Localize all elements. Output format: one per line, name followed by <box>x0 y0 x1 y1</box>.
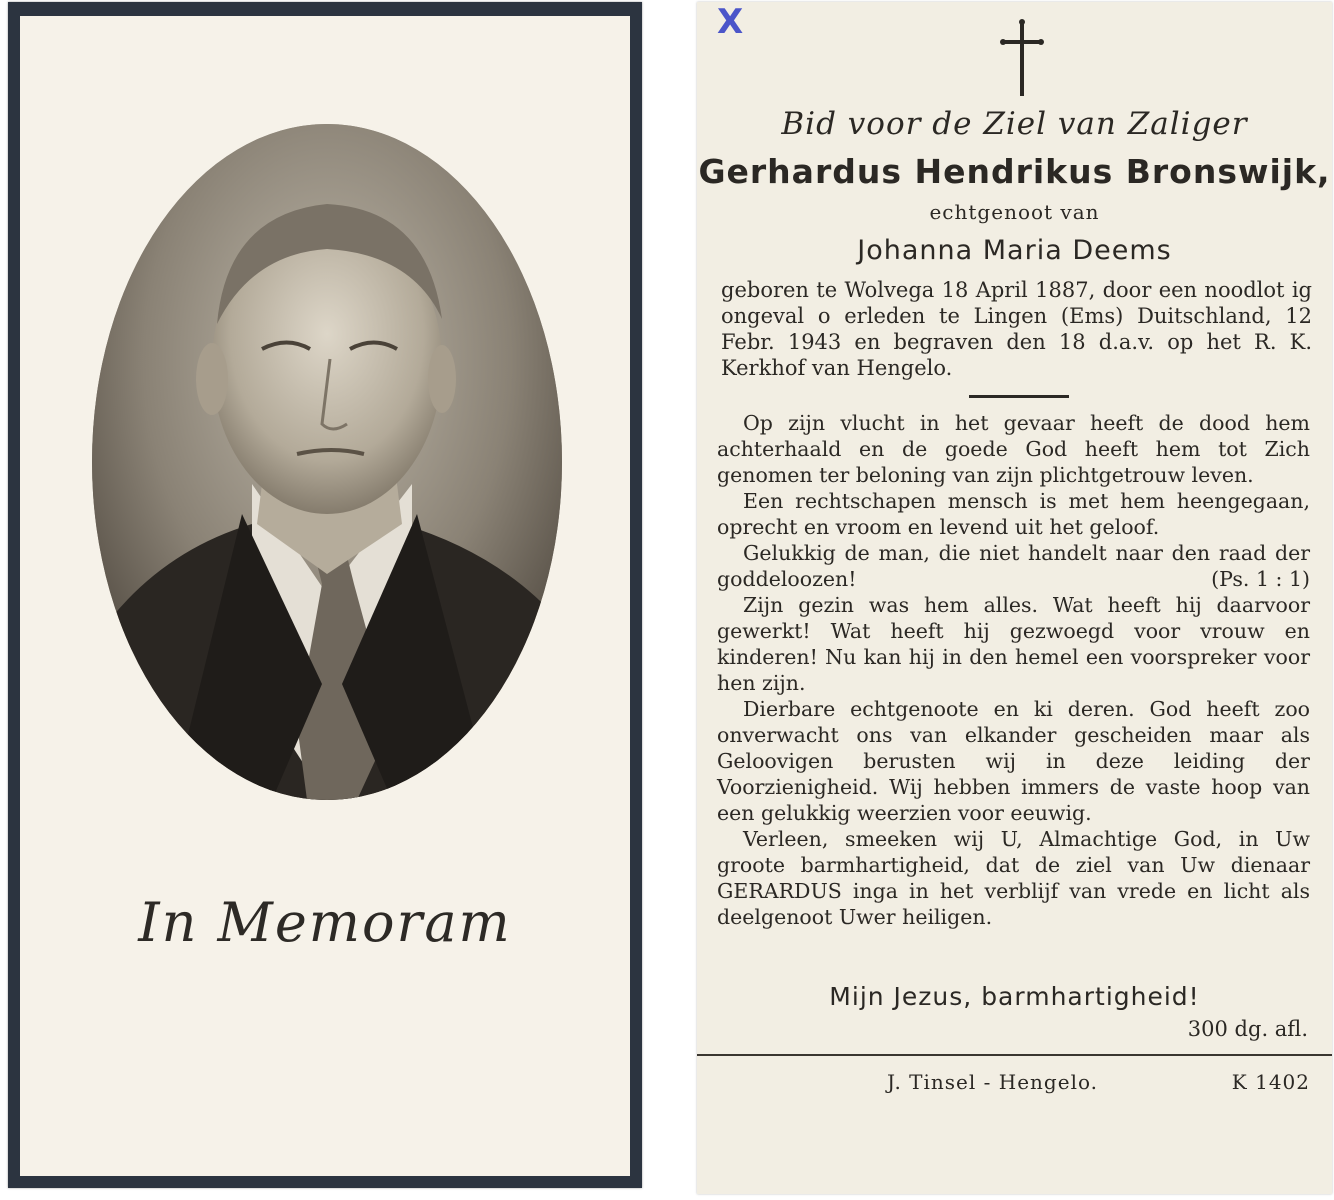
card-code: K 1402 <box>1231 1070 1310 1094</box>
spouse-label: echtgenoot van <box>929 200 1100 224</box>
portrait-photo <box>92 124 562 800</box>
paragraph: Verleen, smeeken wij U, Almachtige God, in Uw groote barmhartigheid, dat de ziel van Uw dienaar GERARDUS inga in het verblijf van vrede en licht als deelgenoot Uwer heiligen. <box>717 827 1310 929</box>
memorial-card-back <box>697 2 1332 1194</box>
closing-prayer: Mijn Jezus, barmhartigheid! <box>829 982 1200 1011</box>
paragraph: Een rechtschapen mensch is met hem heengegaan, oprecht en vroom en levend uit het geloof. <box>717 489 1310 539</box>
spouse-name: Johanna Maria Deems <box>857 235 1172 266</box>
paragraph: Zijn gezin was hem alles. Wat heeft hij daarvoor gewerkt! Wat heeft hij gezwoegd voor vrouw en kinderen! Nu kan hij in den hemel een voorspreker voor hen zijn. <box>717 593 1310 695</box>
prayer-invocation: Bid voor de Ziel van Zaliger <box>781 106 1248 142</box>
portrait-image <box>92 124 562 800</box>
memorial-text <box>717 410 1310 930</box>
cross-icon <box>997 18 1047 98</box>
in-memoriam-caption: In Memoram <box>138 891 512 954</box>
paragraph <box>717 540 1310 592</box>
paragraph: Dierbare echtgenoote en ki deren. God heeft zoo onverwacht ons van elkander gescheiden maar als Geloovigen berusten wij in deze leiding der Voorzienigheid. Wij hebben immers de vaste hoop van een gelukkig weerzien voor eeuwig. <box>717 697 1310 825</box>
footer-divider <box>697 1054 1332 1056</box>
indulgence-note: 300 dg. afl. <box>1187 1017 1308 1041</box>
paragraph-text: Gelukkig de man, die niet handelt naar den raad der goddeloozen! <box>717 541 1310 591</box>
memorial-card-front <box>8 2 642 1188</box>
pen-mark: X <box>717 2 744 42</box>
printer-credit: J. Tinsel - Hengelo. <box>887 1070 1099 1094</box>
biography-text: geboren te Wolvega 18 April 1887, door een noodlot ig ongeval o erleden te Lingen (Ems) Duitschland, 12 Febr. 1943 en begraven den 18 d.a.v. op het R. K. Kerkhof van Hengelo. <box>721 278 1312 380</box>
deceased-name: Gerhardus Hendrikus Bronswijk, <box>698 152 1331 191</box>
paragraph: Op zijn vlucht in het gevaar heeft de dood hem achterhaald en de goede God heeft hem tot Zich genomen ter beloning van zijn plichtgetrouw leven. <box>717 411 1310 487</box>
psalm-reference: (Ps. 1 : 1) <box>1211 567 1310 591</box>
section-divider <box>969 395 1069 398</box>
card-front-inner <box>20 16 630 1176</box>
